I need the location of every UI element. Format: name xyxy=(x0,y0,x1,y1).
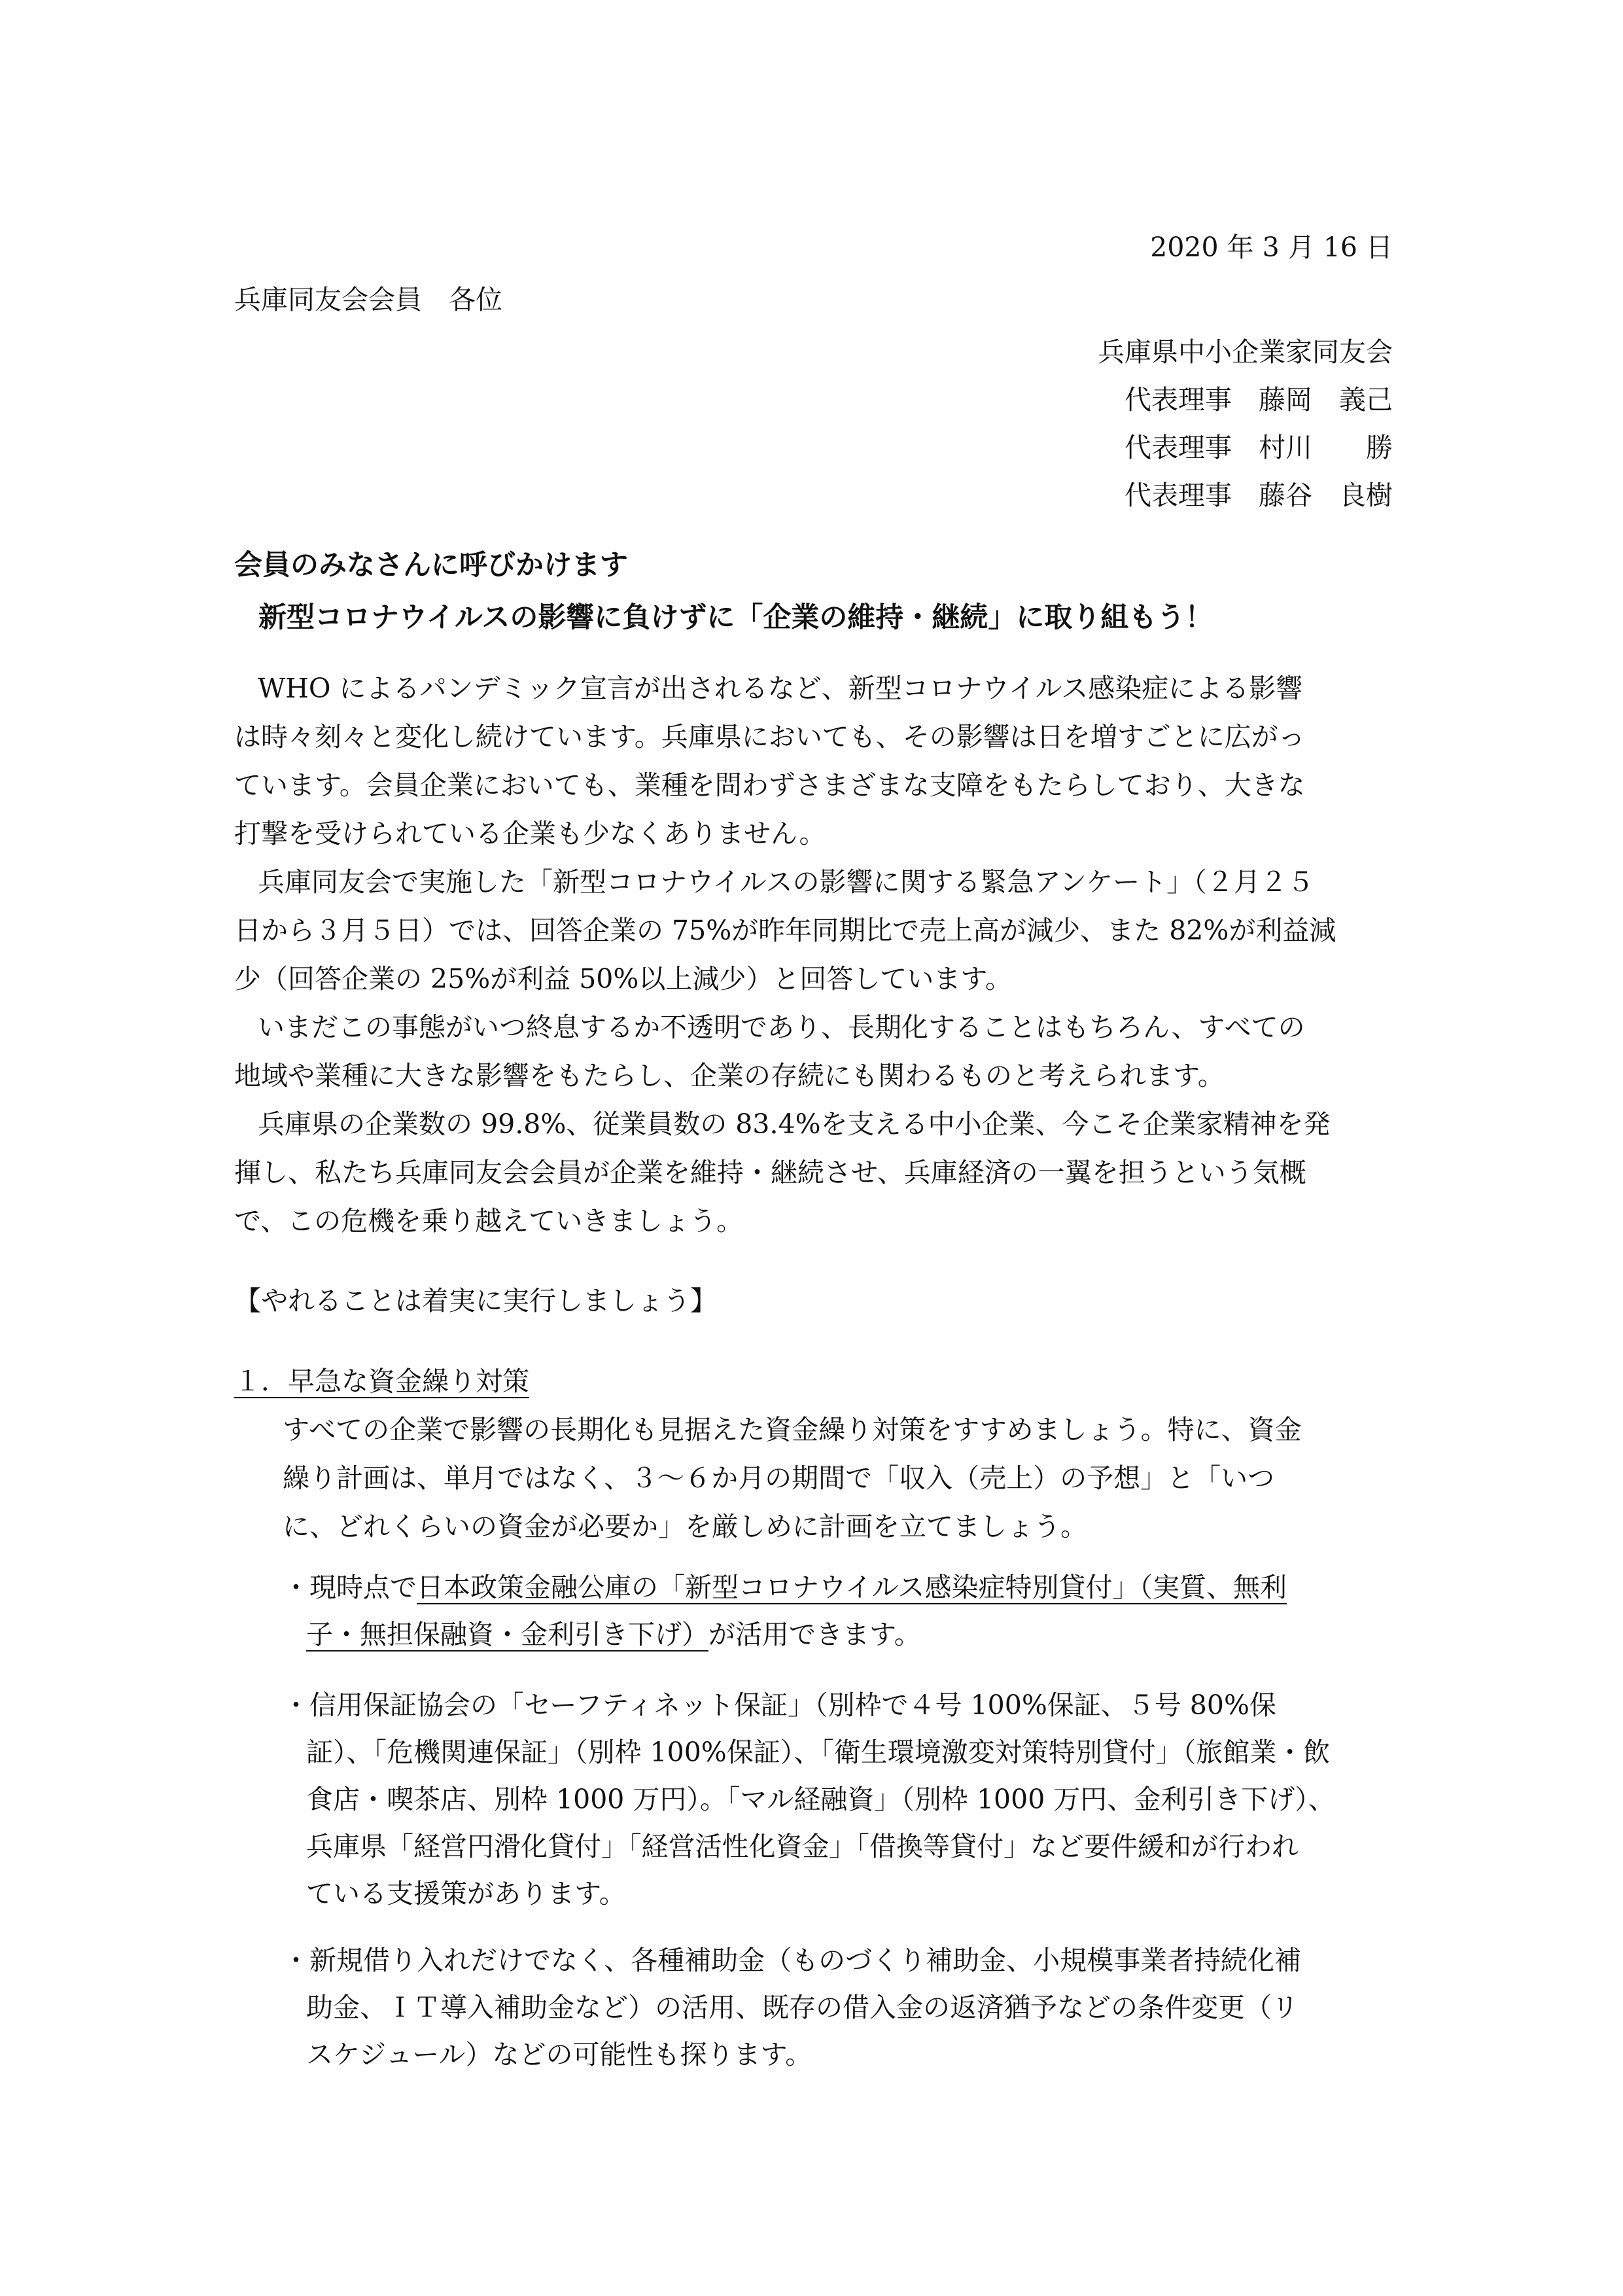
p1-line-1: WHO によるパンデミック宣言が出されるなど、新型コロナウイルス感染症による影響 xyxy=(258,673,1303,704)
bullet-2-line-3: 食店・喫茶店、別枠 1000 万円）。「マル経融資」（別枠 1000 万円、金利引き下げ）、 xyxy=(306,1784,1335,1815)
bullet-3-line-1: ・新規借り入れだけでなく、各種補助金（ものづくり補助金、小規模事業者持続化補 xyxy=(283,1945,1302,1976)
signatory-1: 代表理事 藤岡 義己 xyxy=(1125,384,1393,415)
bullet-2-line-5: ている支援策があります。 xyxy=(306,1878,626,1909)
bullet-3-line-2: 助金、ＩＴ導入補助金など）の活用、既存の借入金の返済猶予などの条件変更（リ xyxy=(306,1992,1299,2023)
item-1-heading: １．早急な資金繰り対策 xyxy=(234,1366,529,1397)
bullet-3-line-3: スケジュール）などの可能性も探ります。 xyxy=(306,2039,812,2070)
document-date: 2020 年 3 月 16 日 xyxy=(1150,232,1393,263)
bullet-1-suffix: が活用できます。 xyxy=(708,1619,921,1650)
p1-line-4: 打撃を受けられている企業も少なくありません。 xyxy=(234,818,826,849)
p1-line-2: は時々刻々と変化し続けています。兵庫県においても、その影響は日を増すごとに広がっ xyxy=(234,721,1305,752)
title-line-1: 会員のみなさんに呼びかけます xyxy=(234,549,628,582)
bullet-1-underlined-b: 子・無担保融資・金利引き下げ） xyxy=(306,1619,708,1650)
item-1-intro xyxy=(283,1405,1386,1551)
p2-line-2: 日から３月５日）では、回答企業の 75%が昨年同期比で売上高が減少、また 82%が利益減 xyxy=(234,915,1336,946)
p2-line-3: 少（回答企業の 25%が利益 50%以上減少）と回答しています。 xyxy=(234,963,1013,995)
title-line-2: 新型コロナウイルスの影響に負けずに「企業の維持・継続」に取り組もう！ xyxy=(258,601,1213,634)
paragraph-2 xyxy=(234,858,1386,1003)
addressee: 兵庫同友会会員 各位 xyxy=(234,284,502,315)
bullet-2-line-2: 証）、「危機関連保証」（別枠 100%保証）、「衛生環境激変対策特別貸付」（旅館業・飲 xyxy=(306,1737,1331,1768)
intro-line-3: に、どれくらいの資金が必要か」を厳しめに計画を立てましょう。 xyxy=(283,1511,1087,1542)
p4-line-1: 兵庫県の企業数の 99.8%、従業員数の 83.4%を支える中小企業、今こそ企業家精神を発 xyxy=(258,1108,1331,1140)
p4-line-2: 揮し、私たち兵庫同友会会員が企業を維持・継続させ、兵庫経済の一翼を担うという気概 xyxy=(234,1157,1306,1188)
intro-line-1: すべての企業で影響の長期化も見据えた資金繰り対策をすすめましょう。特に、資金 xyxy=(283,1414,1302,1445)
paragraph-1 xyxy=(234,664,1386,858)
intro-line-2: 繰り計画は、単月ではなく、３～６か月の期間で「収入（売上）の予想」と「いつ xyxy=(283,1462,1275,1494)
bullet-1-prefix: ・現時点で xyxy=(283,1572,417,1603)
bullet-3 xyxy=(283,1937,1301,2078)
bullet-2-line-1: ・信用保証協会の「セーフティネット保証」（別枠で４号 100%保証、５号 80%保 xyxy=(283,1689,1276,1721)
section-heading: 【やれることは着実に実行しましょう】 xyxy=(234,1285,717,1316)
p4-line-3: で、この危機を乗り越えていきましょう。 xyxy=(234,1205,744,1237)
paragraph-3 xyxy=(234,1003,1386,1100)
sender-organization: 兵庫県中小企業家同友会 xyxy=(1098,336,1393,368)
p1-line-3: ています。会員企業においても、業種を問わずさまざまな支障をもたらしており、大きな xyxy=(234,769,1305,801)
signatory-2: 代表理事 村川 勝 xyxy=(1125,432,1393,463)
bullet-2-line-4: 兵庫県「経営円滑化貸付」「経営活性化資金」「借換等貸付」など要件緩和が行われ xyxy=(306,1831,1299,1862)
p2-line-1: 兵庫同友会で実施した「新型コロナウイルスの影響に関する緊急アンケート」（２月２５ xyxy=(258,866,1314,898)
bullet-1 xyxy=(283,1564,1287,1658)
signatory-3: 代表理事 藤谷 良樹 xyxy=(1125,480,1393,511)
paragraph-4 xyxy=(234,1100,1386,1245)
bullet-1-underlined-a: 日本政策金融公庫の「新型コロナウイルス感染症特別貸付」（実質、無利 xyxy=(417,1572,1287,1603)
p3-line-2: 地域や業種に大きな影響をもたらし、企業の存続にも関わるものと考えられます。 xyxy=(234,1060,1225,1091)
p3-line-1: いまだこの事態がいつ終息するか不透明であり、長期化することはもちろん、すべての xyxy=(258,1012,1305,1043)
bullet-2 xyxy=(283,1682,1335,1917)
